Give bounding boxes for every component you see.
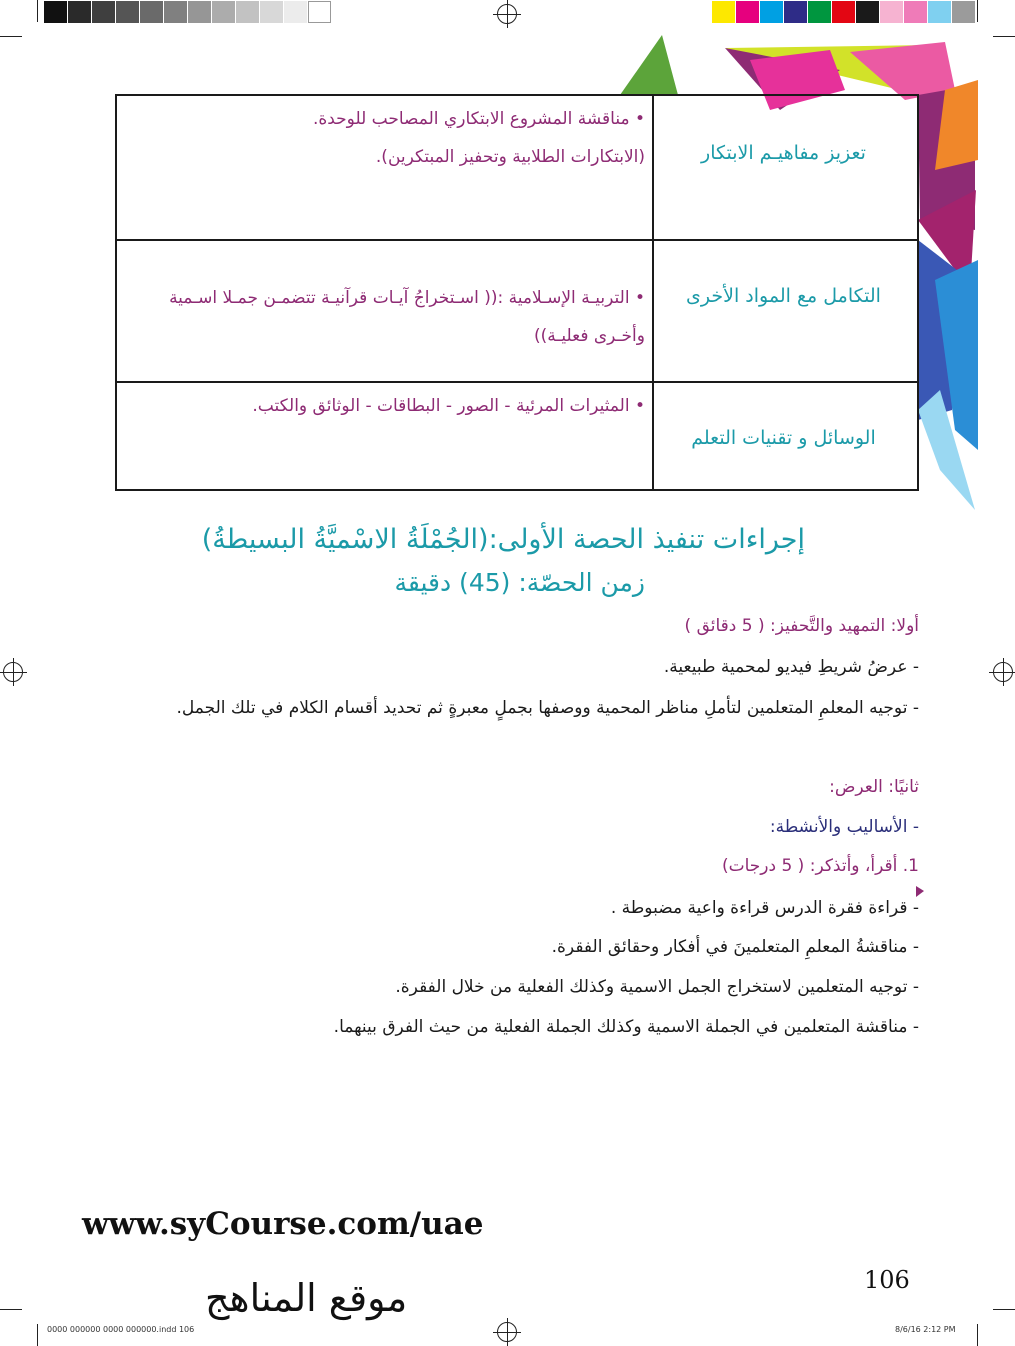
crop-mark [37,0,38,22]
activity-heading: 1. أقرأ، وأتذكر: ( 5 درجات) [721,856,919,876]
section-title-presentation: ثانيًا: العرض: [829,777,919,797]
registration-mark-icon [497,1322,517,1342]
crop-mark [977,1324,978,1346]
table-row-content [125,279,645,355]
crop-mark [977,0,978,22]
crop-mark [37,1324,38,1346]
registration-mark-icon [993,662,1013,682]
registration-mark-icon [497,4,517,24]
list-item: - توجيه المتعلمين لاستخراج الجمل الاسمية وكذلك الفعلية من خلال الفقرة. [395,977,919,997]
table-row-content [125,100,645,176]
table-row-divider [117,381,917,383]
lesson-title: إجراءات تنفيذ الحصة الأولى:(الجُمْلَةُ الاسْميَّةُ البسيطةُ) [201,524,805,555]
table-cell-line: • المثيرات المرئية - الصور - البطاقات - الوثائق والكتب. [252,396,645,416]
table-row-label: الوسائل و تقنيات التعلم [691,427,876,449]
print-slug-timestamp: 8/6/16 2:12 PM [895,1325,956,1334]
list-item: - مناقشةُ المعلمِ المتعلمينَ في أفكار وحقائق الفقرة. [551,937,919,957]
list-item: - قراءة فقرة الدرس قراءة واعية مضبوطة . [610,898,919,918]
crop-mark [0,36,22,37]
table-cell-line: • مناقشة المشروع الابتكاري المصاحب للوحدة. [312,109,645,129]
website-url[interactable]: www.syCourse.com/uae [82,1206,484,1242]
lesson-duration: زمن الحصّة: (45) دقيقة [394,568,645,597]
table-row-content [125,387,645,425]
table-row-divider [117,239,917,241]
site-name: موقع المناهج [205,1276,408,1320]
table-cell-line: وأخـرى فعليـة)) [534,326,645,346]
crop-mark [0,1309,22,1310]
table-cell-line: • التربيـة الإسـلامية :(( اسـتخراجُ آيـات قرآنيـة تتضمـن جمـلا اسـمية [169,288,645,308]
crop-mark [993,1309,1015,1310]
methods-heading: - الأساليب والأنشطة: [769,817,919,837]
list-item: - مناقشة المتعلمين في الجملة الاسمية وكذلك الجملة الفعلية من حيث الفرق بينهما. [333,1017,919,1037]
list-item: - توجيه المعلمِ المتعلمين لتأملِ مناظر المحمية ووصفها بجملٍ معبرةٍ ثم تحديد أقسام الكلام في تلك الجمل. [176,698,919,718]
lesson-info-table [115,94,919,491]
cmyk-color-bar [712,1,976,23]
table-row-label: التكامل مع المواد الأخرى [686,285,881,307]
page-number: 106 [864,1266,910,1294]
section-title-warmup: أولا: التمهيد والتَّحفيز: ( 5 دقائق ) [684,616,919,636]
triangle-bullet-icon [916,886,926,898]
list-item: - عرضُ شريطِ فيديو لمحمية طبيعية. [663,657,919,677]
table-row-label: تعزيز مفاهيـم الابتكار [701,142,866,164]
registration-mark-icon [3,662,23,682]
grayscale-color-bar [44,1,331,23]
crop-mark [993,36,1015,37]
table-cell-line: (الابتكارات الطلابية وتحفيز المبتكرين). [375,147,645,167]
print-slug-filename: 0000 000000 0000 000000.indd 106 [47,1325,195,1334]
